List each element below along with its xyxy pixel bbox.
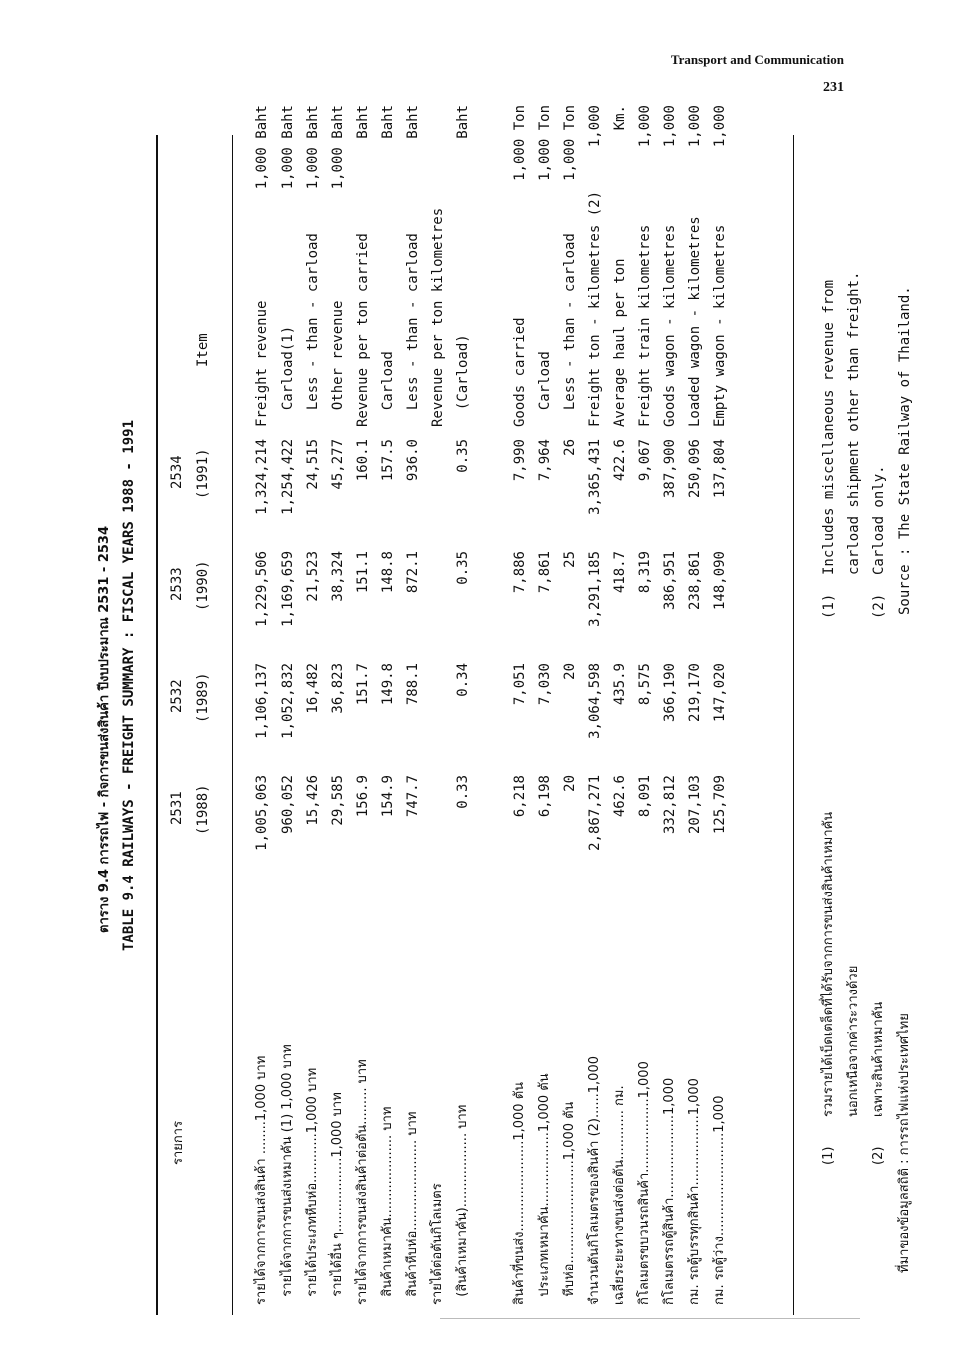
row-value-year-2: 788.1 xyxy=(405,663,421,706)
header-year-3-ce: (1990) xyxy=(195,560,211,611)
row-thai-label: สินค้าเหมาคัน.................... บาท xyxy=(380,1106,395,1305)
row-value-year-3: 7,886 xyxy=(512,551,528,594)
row-item-label: Less - than - carload xyxy=(405,233,421,427)
row-value-year-2: 7,030 xyxy=(537,663,553,706)
header-year-2-ce: (1989) xyxy=(195,672,211,723)
row-value-year-2: 219,170 xyxy=(687,663,703,723)
row-thai-label: กม. รถตู้ว่าง.........................1,000 xyxy=(712,1095,727,1305)
note-english-1-num: (1) xyxy=(821,593,837,619)
row-value-year-2: 149.8 xyxy=(380,663,396,706)
table-title-thai: ตาราง 9.4 การรถไฟ - กิจการขนส่งสินค้า ปีงบประมาณ 2531 - 2534 xyxy=(97,525,112,933)
row-unit: 1,000 Baht xyxy=(305,105,321,190)
row-value-year-3: 25 xyxy=(562,551,578,568)
row-value-year-4: 24,515 xyxy=(305,439,321,490)
row-thai-label: กม. รถตู้บรรทุกสินค้า.................1,000 xyxy=(687,1078,702,1305)
row-value-year-1: 125,709 xyxy=(712,775,728,835)
row-value-year-3: 0.35 xyxy=(455,551,471,585)
header-year-3: 2533 xyxy=(169,567,185,601)
row-value-year-2: 1,106,137 xyxy=(254,663,270,739)
row-thai-label: รายได้จากการขนส่งเหมาคัน (1) 1,000 บาท xyxy=(280,1044,295,1305)
row-value-year-2: 151.7 xyxy=(355,663,371,706)
row-unit: Baht xyxy=(455,105,471,139)
row-unit: 1,000 xyxy=(587,105,603,148)
header-year-4-ce: (1991) xyxy=(195,448,211,499)
note-english-2-text: Carload only. xyxy=(871,465,887,575)
row-value-year-3: 872.1 xyxy=(405,551,421,594)
row-unit: 1,000 Baht xyxy=(254,105,270,190)
row-value-year-1: 154.9 xyxy=(380,775,396,818)
row-value-year-4: 7,990 xyxy=(512,439,528,482)
header-item: Item xyxy=(195,333,211,367)
row-value-year-1: 8,091 xyxy=(637,775,653,818)
row-value-year-4: 160.1 xyxy=(355,439,371,482)
header-rule xyxy=(232,135,233,1315)
table-bottom-rule xyxy=(793,135,794,1315)
row-value-year-3: 21,523 xyxy=(305,551,321,602)
row-item-label: Revenue per ton kilometres xyxy=(430,207,446,427)
row-item-label: Other revenue xyxy=(330,300,346,427)
row-value-year-1: 747.7 xyxy=(405,775,421,818)
row-thai-label: รายได้ต่อตันกิโลเมตร xyxy=(430,1183,445,1305)
row-value-year-4: 422.6 xyxy=(612,439,628,482)
row-value-year-4: 250,096 xyxy=(687,439,703,499)
row-thai-label: ประเภทเหมาคัน..................1,000 ตัน xyxy=(537,1073,552,1305)
row-item-label: Carload xyxy=(380,351,396,427)
note-english-1-cont: carload shipment other than freight. xyxy=(846,271,862,575)
row-item-label: Goods wagon - kilometres xyxy=(662,224,678,427)
row-thai-label: สินค้าหีบห่อ...................... บาท xyxy=(405,1111,420,1305)
row-value-year-1: 29,585 xyxy=(330,775,346,826)
row-value-year-1: 207,103 xyxy=(687,775,703,835)
row-item-label: Loaded wagon - kilometres xyxy=(687,216,703,427)
row-value-year-1: 960,052 xyxy=(280,775,296,835)
header-year-2: 2532 xyxy=(169,679,185,713)
row-item-label: Average haul per ton xyxy=(612,258,628,427)
table-top-rule xyxy=(156,135,158,1315)
note-thai-2-num: (2) xyxy=(871,1146,886,1165)
note-thai-1-cont: นอกเหนือจากค่าระวางด้วย xyxy=(846,965,861,1117)
row-item-label: Less - than - carload xyxy=(562,233,578,427)
row-value-year-3: 151.1 xyxy=(355,551,371,594)
row-thai-label: สินค้าที่ขนส่ง......................1,000 ตัน xyxy=(512,1081,527,1305)
row-value-year-2: 7,051 xyxy=(512,663,528,706)
row-value-year-3: 3,291,185 xyxy=(587,551,603,627)
row-value-year-2: 435.9 xyxy=(612,663,628,706)
row-value-year-4: 9,067 xyxy=(637,439,653,482)
note-english-1-text: Includes miscellaneous revenue from xyxy=(821,279,837,575)
row-value-year-2: 36,823 xyxy=(330,663,346,714)
row-value-year-1: 0.33 xyxy=(455,775,471,809)
header-thai-item: รายการ xyxy=(171,1120,186,1165)
row-value-year-2: 8,575 xyxy=(637,663,653,706)
header-year-1-ce: (1988) xyxy=(195,784,211,835)
row-unit: 1,000 xyxy=(687,105,703,148)
row-thai-label: กิโลเมตรขบวนรถสินค้า..................1,000 xyxy=(637,1061,652,1305)
row-value-year-3: 7,861 xyxy=(537,551,553,594)
row-unit: Baht xyxy=(355,105,371,139)
row-unit: 1,000 xyxy=(637,105,653,148)
row-item-label: Carload(1) xyxy=(280,325,296,427)
note-english-2-num: (2) xyxy=(871,593,887,619)
row-item-label: Revenue per ton carried xyxy=(355,233,371,427)
row-unit: Baht xyxy=(380,105,396,139)
row-value-year-3: 8,319 xyxy=(637,551,653,594)
row-value-year-3: 1,229,506 xyxy=(254,551,270,627)
row-unit: 1,000 Baht xyxy=(280,105,296,190)
row-value-year-4: 3,365,431 xyxy=(587,439,603,515)
row-value-year-1: 2,867,271 xyxy=(587,775,603,851)
row-thai-label: รายได้ประเภทหีบห่อ............1,000 บาท xyxy=(305,1067,320,1305)
row-item-label: Freight revenue xyxy=(254,300,270,427)
row-item-label: Freight train kilometres xyxy=(637,224,653,427)
row-value-year-4: 26 xyxy=(562,439,578,456)
row-unit: 1,000 Baht xyxy=(330,105,346,190)
row-value-year-4: 45,277 xyxy=(330,439,346,490)
row-value-year-4: 936.0 xyxy=(405,439,421,482)
row-value-year-1: 462.6 xyxy=(612,775,628,818)
row-value-year-2: 366,190 xyxy=(662,663,678,723)
row-value-year-4: 137,804 xyxy=(712,439,728,499)
note-thai-1-text: รวมรายได้เบ็ดเตล็ดที่ได้รับจากการขนส่งสินค้าเหมาคัน xyxy=(821,811,836,1117)
rotated-table-page xyxy=(60,55,920,1315)
source-english: Source : The State Railway of Thailand. xyxy=(897,286,913,615)
row-thai-label: เฉลี่ยระยะทางขนส่งต่อตัน............ กม. xyxy=(612,1085,627,1305)
row-item-label: Goods carried xyxy=(512,317,528,427)
row-item-label: Less - than - carload xyxy=(305,233,321,427)
row-value-year-4: 387,900 xyxy=(662,439,678,499)
row-value-year-1: 6,218 xyxy=(512,775,528,818)
row-value-year-3: 386,951 xyxy=(662,551,678,611)
row-value-year-4: 7,964 xyxy=(537,439,553,482)
row-item-label: (Carload) xyxy=(455,334,471,427)
row-unit: Km. xyxy=(612,105,628,131)
row-unit: 1,000 xyxy=(662,105,678,148)
running-header-section: Transport and Communication xyxy=(670,52,844,67)
row-item-label: Freight ton - kilometres (2) xyxy=(587,190,603,427)
row-value-year-3: 1,169,659 xyxy=(280,551,296,627)
row-value-year-1: 15,426 xyxy=(305,775,321,826)
row-value-year-2: 0.34 xyxy=(455,663,471,697)
scan-edge-line xyxy=(440,1318,860,1319)
row-thai-label: รายได้จากการขนส่งสินค้าต่อตัน......... บาท xyxy=(355,1059,370,1305)
row-value-year-2: 1,052,832 xyxy=(280,663,296,739)
page-number: 231 xyxy=(823,80,844,95)
row-thai-label: (สินค้าเหมาคัน).................. บาท xyxy=(455,1104,470,1305)
header-year-4: 2534 xyxy=(169,455,185,489)
row-value-year-3: 38,324 xyxy=(330,551,346,602)
row-unit: Baht xyxy=(405,105,421,139)
row-thai-label: จำนวนตันกิโลเมตรของสินค้า (2)......1,000 xyxy=(587,1056,602,1305)
source-thai: ที่มาของข้อมูลสถิติ : การรถไฟแห่งประเทศไทย xyxy=(897,1013,912,1273)
row-unit: 1,000 Ton xyxy=(562,105,578,181)
row-thai-label: กิโลเมตรรถตู้สินค้า....................1,000 xyxy=(662,1077,677,1305)
row-value-year-2: 20 xyxy=(562,663,578,680)
note-thai-2-text: เฉพาะสินค้าเหมาคัน xyxy=(871,1001,886,1117)
row-thai-label: รายได้จากการขนส่งสินค้า ........1,000 บาท xyxy=(254,1055,269,1305)
table-title-english: TABLE 9.4 RAILWAYS - FREIGHT SUMMARY : FISCAL YEARS 1988 - 1991 xyxy=(121,419,137,951)
row-value-year-2: 16,482 xyxy=(305,663,321,714)
row-unit: 1,000 xyxy=(712,105,728,148)
row-value-year-3: 238,861 xyxy=(687,551,703,611)
row-value-year-1: 156.9 xyxy=(355,775,371,818)
row-item-label: Carload xyxy=(537,351,553,427)
row-value-year-4: 0.35 xyxy=(455,439,471,473)
row-value-year-2: 147,020 xyxy=(712,663,728,723)
row-value-year-3: 148,090 xyxy=(712,551,728,611)
row-value-year-4: 1,254,422 xyxy=(280,439,296,515)
row-value-year-4: 157.5 xyxy=(380,439,396,482)
row-value-year-3: 418.7 xyxy=(612,551,628,594)
row-thai-label: หีบห่อ.........................1,000 ตัน xyxy=(562,1101,577,1305)
row-unit: 1,000 Ton xyxy=(512,105,528,181)
row-value-year-1: 20 xyxy=(562,775,578,792)
row-value-year-4: 1,324,214 xyxy=(254,439,270,515)
row-unit: 1,000 Ton xyxy=(537,105,553,181)
row-value-year-3: 148.8 xyxy=(380,551,396,594)
header-year-1: 2531 xyxy=(169,791,185,825)
row-thai-label: รายได้อื่น ๆ..................1,000 บาท xyxy=(330,1092,345,1305)
note-thai-1-num: (1) xyxy=(821,1146,836,1165)
row-value-year-1: 1,005,063 xyxy=(254,775,270,851)
row-item-label: Empty wagon - kilometres xyxy=(712,224,728,427)
row-value-year-1: 332,812 xyxy=(662,775,678,835)
row-value-year-2: 3,064,598 xyxy=(587,663,603,739)
row-value-year-1: 6,198 xyxy=(537,775,553,818)
